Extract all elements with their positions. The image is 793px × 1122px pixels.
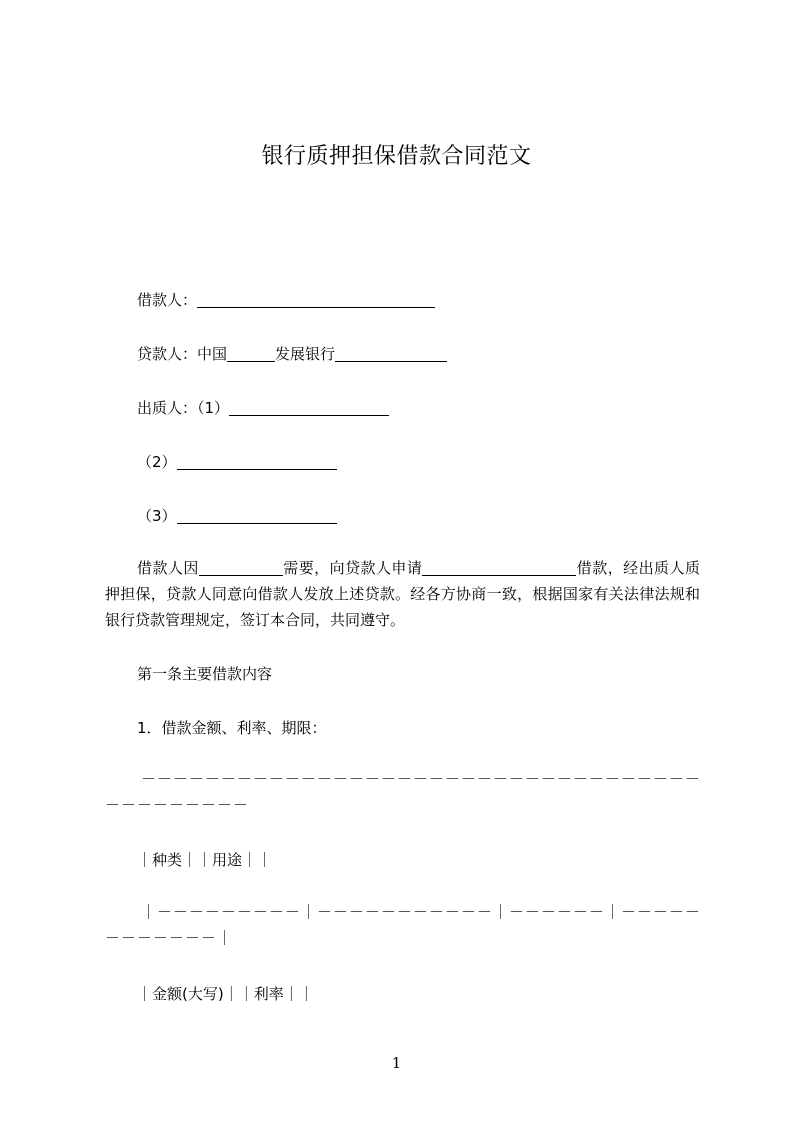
amount-blank[interactable] — [422, 559, 576, 576]
page-title: 银行质押担保借款合同范文 — [261, 144, 532, 169]
pledgor-line-3 — [137, 504, 337, 528]
intro-text-1: 借款人因 — [137, 559, 199, 577]
borrower-line — [137, 288, 435, 312]
purpose-blank[interactable] — [199, 559, 283, 576]
borrower-label: 借款人： — [137, 291, 198, 309]
table-row-amount-rate: ｜金额(大写)｜｜利率｜｜ — [137, 985, 314, 1003]
lender-line — [137, 342, 447, 366]
intro-paragraph — [105, 555, 700, 633]
lender-suffix: 发展银行 — [275, 345, 336, 363]
pledgor-label: 出质人：（1） — [137, 399, 230, 417]
pledgor-line-1 — [137, 396, 389, 420]
pledgor-line-2 — [137, 450, 337, 474]
borrower-blank[interactable] — [197, 291, 435, 308]
pledgor-3-label: （3） — [137, 507, 177, 525]
intro-text-2: 需要，向贷款人申请 — [282, 559, 423, 577]
table-row-type-purpose: ｜种类｜｜用途｜｜ — [137, 851, 273, 869]
table-separator: ｜－－－－－－－－－｜－－－－－－－－－－－｜－－－－－－｜－－－－－－－－－－－－｜ — [105, 903, 702, 947]
lender-label: 贷款人：中国 — [137, 345, 228, 363]
article-heading: 第一条主要借款内容 — [137, 665, 273, 683]
intro-text-3: 借款，经出质人质押担保，贷款人同意向借款人发放上述贷款。经各方协商一致，根据国家有关法律法规和银行贷款管理规定，签订本合同，共同遵守。 — [105, 559, 700, 629]
page-number: 1 — [391, 1054, 402, 1072]
item-heading: 1．借款金额、利率、期限： — [137, 719, 327, 737]
pledgor-2-label: （2） — [137, 453, 177, 471]
pledgor-1-blank[interactable] — [229, 399, 389, 416]
lender-name-blank[interactable] — [335, 345, 447, 362]
lender-branch-blank[interactable] — [227, 345, 275, 362]
pledgor-2-blank[interactable] — [177, 453, 337, 470]
pledgor-3-blank[interactable] — [177, 507, 337, 524]
table-border-top: －－－－－－－－－－－－－－－－－－－－－－－－－－－－－－－－－－－－－－－－－－－－ — [105, 770, 702, 814]
